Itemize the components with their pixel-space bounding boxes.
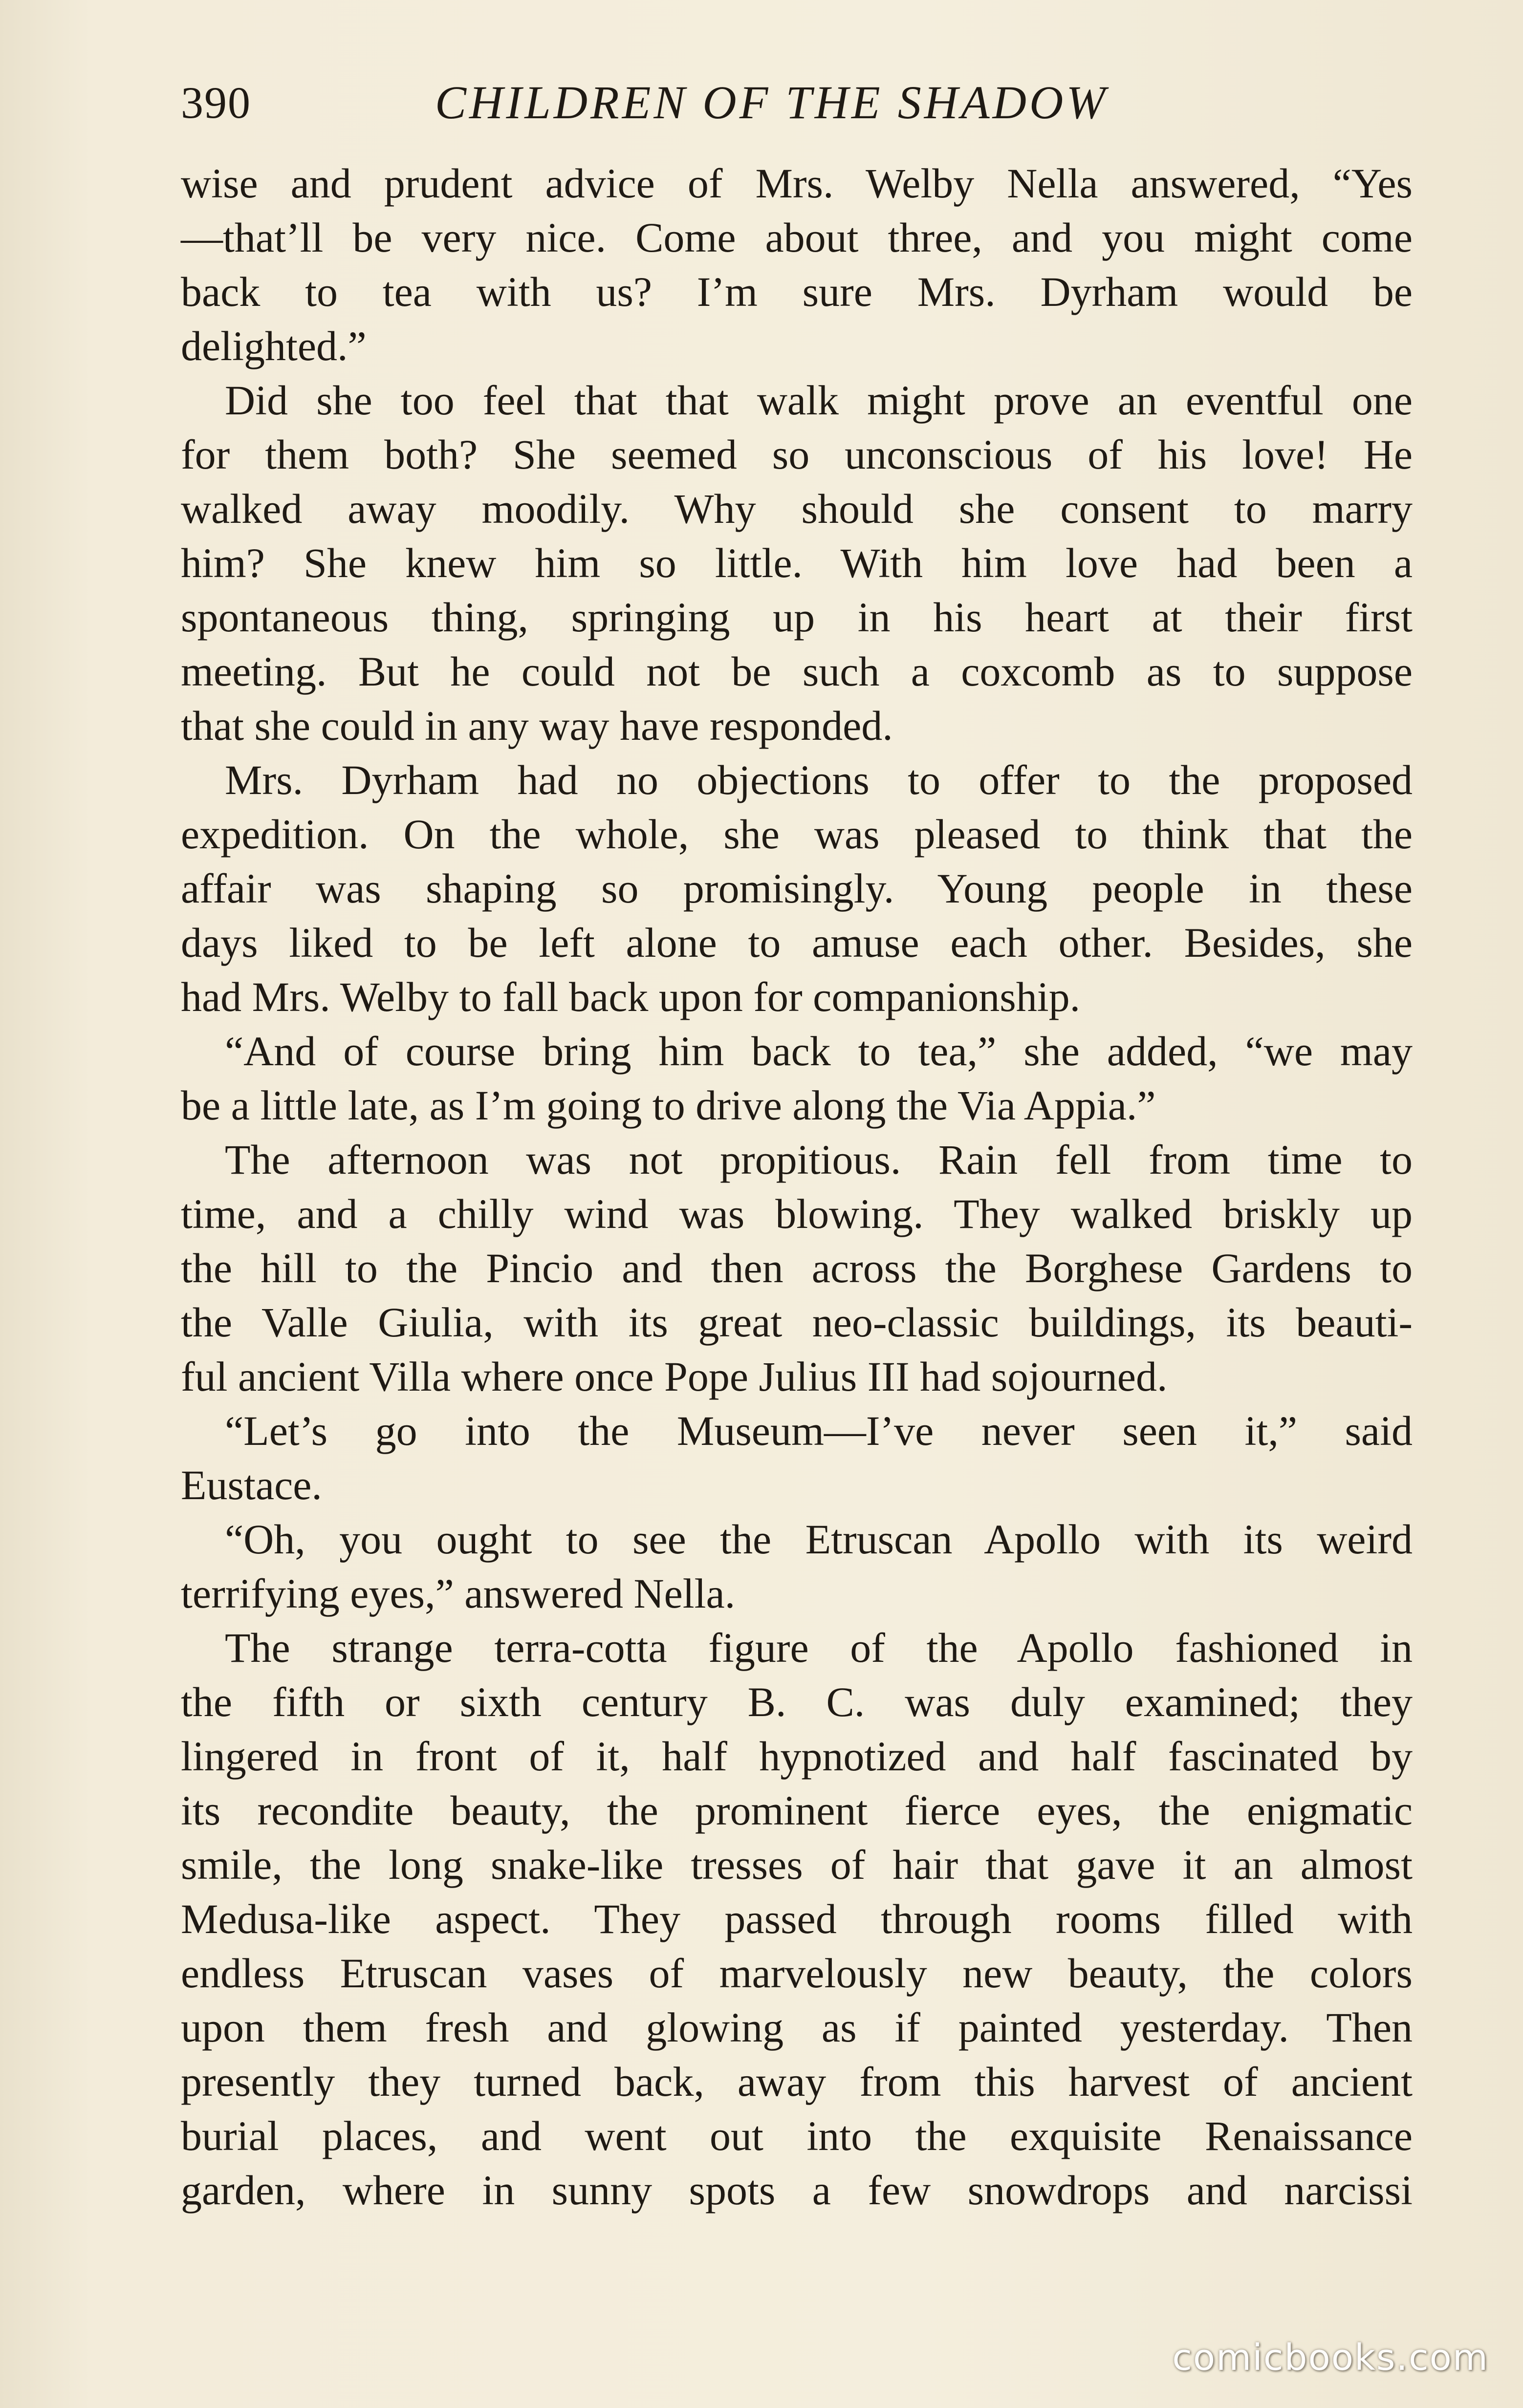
- page-header: [181, 73, 1413, 132]
- text-line: that she could in any way have responded.: [181, 702, 893, 749]
- text-line: affair was shaping so promisingly. Young people in these: [181, 865, 1413, 912]
- running-title: CHILDREN OF THE SHADOW: [435, 76, 1109, 129]
- text-line: “And of course bring him back to tea,” she added, “we may: [225, 1028, 1413, 1075]
- text-line: had Mrs. Welby to fall back upon for companionship.: [181, 973, 1081, 1020]
- watermark: comicbooks.com: [1172, 2337, 1489, 2379]
- text-line: for them both? She seemed so unconscious of his love! He: [181, 431, 1413, 478]
- text-line: the hill to the Pincio and then across the Borghese Gardens to: [181, 1245, 1413, 1291]
- text-line: Medusa-like aspect. They passed through rooms filled with: [181, 1895, 1413, 1942]
- text-line: terrifying eyes,” answered Nella.: [181, 1570, 736, 1617]
- text-line: garden, where in sunny spots a few snowdrops and narcissi: [181, 2167, 1413, 2214]
- text-line: expedition. On the whole, she was pleased to think that the: [181, 811, 1413, 858]
- text-line: The afternoon was not propitious. Rain fell from time to: [225, 1136, 1413, 1183]
- body-text: [181, 156, 1413, 2217]
- text-line: days liked to be left alone to amuse each other. Besides, she: [181, 919, 1413, 966]
- text-line: “Oh, you ought to see the Etruscan Apollo with its weird: [225, 1516, 1413, 1563]
- text-line: “Let’s go into the Museum—I’ve never seen it,” said: [225, 1407, 1413, 1454]
- text-line: The strange terra-cotta figure of the Apollo fashioned in: [225, 1624, 1413, 1671]
- text-line: endless Etruscan vases of marvelously new beauty, the colors: [181, 1950, 1413, 1997]
- text-line: Did she too feel that that walk might prove an eventful one: [225, 377, 1413, 424]
- text-line: Mrs. Dyrham had no objections to offer to the proposed: [225, 756, 1413, 803]
- text-line: time, and a chilly wind was blowing. They walked briskly up: [181, 1190, 1413, 1237]
- text-line: be a little late, as I’m going to drive along the Via Appia.”: [181, 1082, 1156, 1129]
- text-line: its recondite beauty, the prominent fierce eyes, the enigmatic: [181, 1787, 1413, 1834]
- text-line: upon them fresh and glowing as if painted yesterday. Then: [181, 2004, 1413, 2051]
- text-line: presently they turned back, away from this harvest of ancient: [181, 2058, 1413, 2105]
- text-line: the fifth or sixth century B. C. was duly examined; they: [181, 1678, 1413, 1725]
- text-line: him? She knew him so little. With him love had been a: [181, 539, 1413, 586]
- text-line: ful ancient Villa where once Pope Julius III had sojourned.: [181, 1353, 1168, 1400]
- text-line: —that’ll be very nice. Come about three, and you might come: [181, 214, 1413, 261]
- text-line: wise and prudent advice of Mrs. Welby Nella answered, “Yes: [181, 160, 1413, 207]
- text-line: meeting. But he could not be such a coxcomb as to suppose: [181, 648, 1413, 695]
- text-line: smile, the long snake-like tresses of hair that gave it an almost: [181, 1841, 1413, 1888]
- text-line: walked away moodily. Why should she consent to marry: [181, 485, 1413, 532]
- page-number: 390: [181, 78, 251, 128]
- text-line: Eustace.: [181, 1462, 322, 1508]
- text-line: burial places, and went out into the exquisite Renaissance: [181, 2112, 1413, 2159]
- text-line: lingered in front of it, half hypnotized and half fascinated by: [181, 1733, 1413, 1780]
- text-line: the Valle Giulia, with its great neo-classic buildings, its beauti-: [181, 1299, 1413, 1346]
- text-line: back to tea with us? I’m sure Mrs. Dyrham would be: [181, 268, 1413, 315]
- text-line: delighted.”: [181, 322, 367, 369]
- text-line: spontaneous thing, springing up in his heart at their first: [181, 594, 1413, 641]
